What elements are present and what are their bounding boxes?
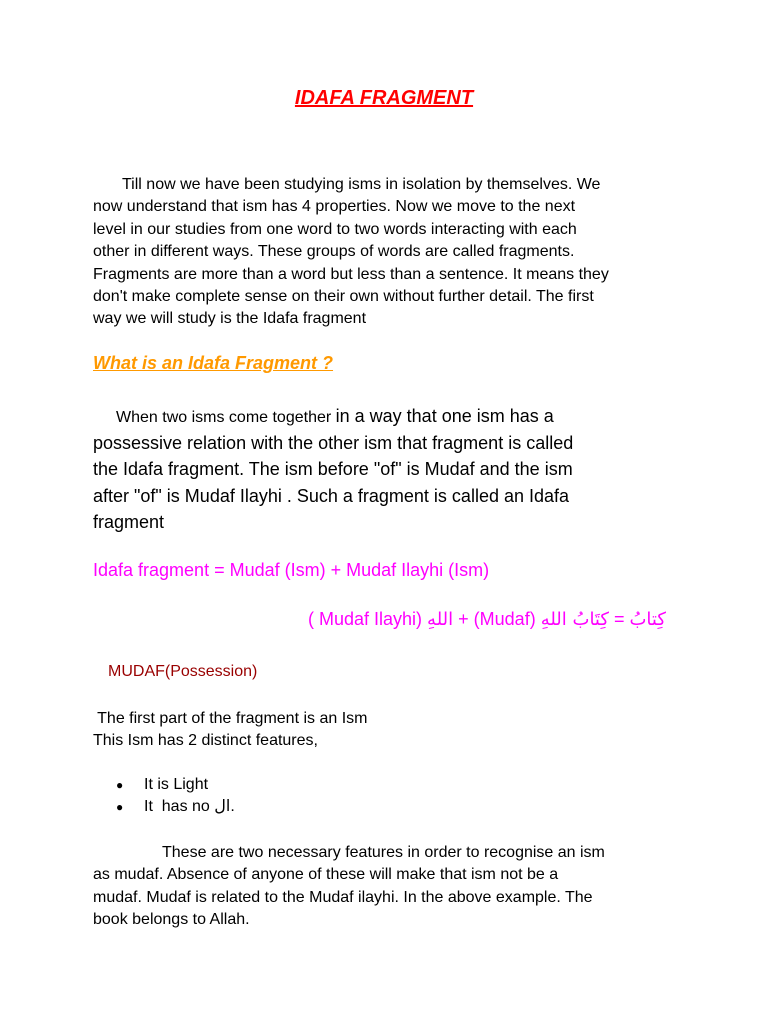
idafa-formula: Idafa fragment = Mudaf (Ism) + Mudaf Ilayhi (Ism) xyxy=(93,560,490,580)
example-allah: اللهِ xyxy=(427,609,454,630)
definition-line: possessive relation with the other ism that fragment is called xyxy=(93,432,574,453)
page-title: IDAFA FRAGMENT xyxy=(294,87,474,109)
feature-list xyxy=(116,774,235,819)
definition-line: the Idafa fragment. The ism before "of" is Mudaf and the ism xyxy=(93,459,573,479)
closing-paragraph xyxy=(93,842,683,932)
mudaf-intro-line: This Ism has 2 distinct features, xyxy=(93,732,318,750)
example-phrase: كِتَابُ اللهِ xyxy=(540,609,609,630)
definition-line: after "of" is Mudaf Ilayhi . Such a fragment is called an Idafa xyxy=(93,485,570,506)
intro-paragraph xyxy=(93,174,683,331)
intro-line: Fragments are more than a word but less than a sentence. It means they xyxy=(93,265,609,283)
intro-line: way we will study is the Idafa fragment xyxy=(93,310,367,328)
mudaf-heading: MUDAF(Possession) xyxy=(108,663,258,680)
intro-line: level in our studies from one word to two words interacting with each xyxy=(93,220,577,238)
definition-paragraph xyxy=(93,404,683,537)
example-mudaf-ilayhi-label: ( Mudaf Ilayhi) xyxy=(308,609,428,629)
definition-lead: When two isms come together xyxy=(116,409,336,426)
closing-line: book belongs to Allah. xyxy=(93,911,250,929)
intro-line: other in different ways. These groups of words are called fragments. xyxy=(93,243,575,261)
example-kitab: كِتابُ xyxy=(629,609,666,630)
list-item: ● It is Light xyxy=(116,774,235,796)
example-mudaf-label: + (Mudaf) xyxy=(453,609,541,629)
example-equals: = xyxy=(608,609,630,629)
example-formula xyxy=(308,609,666,630)
closing-line: as mudaf. Absence of anyone of these will make that ism not be a xyxy=(93,866,559,884)
mudaf-intro-line: The first part of the fragment is an Ism xyxy=(93,710,368,727)
definition-line: fragment xyxy=(93,512,165,532)
intro-line: Till now we have been studying isms in isolation by themselves. We xyxy=(122,176,601,193)
intro-line: don't make complete sense on their own without further detail. The first xyxy=(93,288,594,306)
closing-line: These are two necessary features in order to recognise an ism xyxy=(162,844,605,861)
section-heading: What is an Idafa Fragment ? xyxy=(93,353,334,373)
definition-line: in a way that one ism has a xyxy=(335,406,554,426)
closing-line: mudaf. Mudaf is related to the Mudaf ilayhi. In the above example. The xyxy=(93,888,593,906)
mudaf-intro xyxy=(93,708,367,753)
intro-line: now understand that ism has 4 properties. Now we move to the next xyxy=(93,198,576,216)
list-item: ● It has no ال. xyxy=(116,796,235,818)
